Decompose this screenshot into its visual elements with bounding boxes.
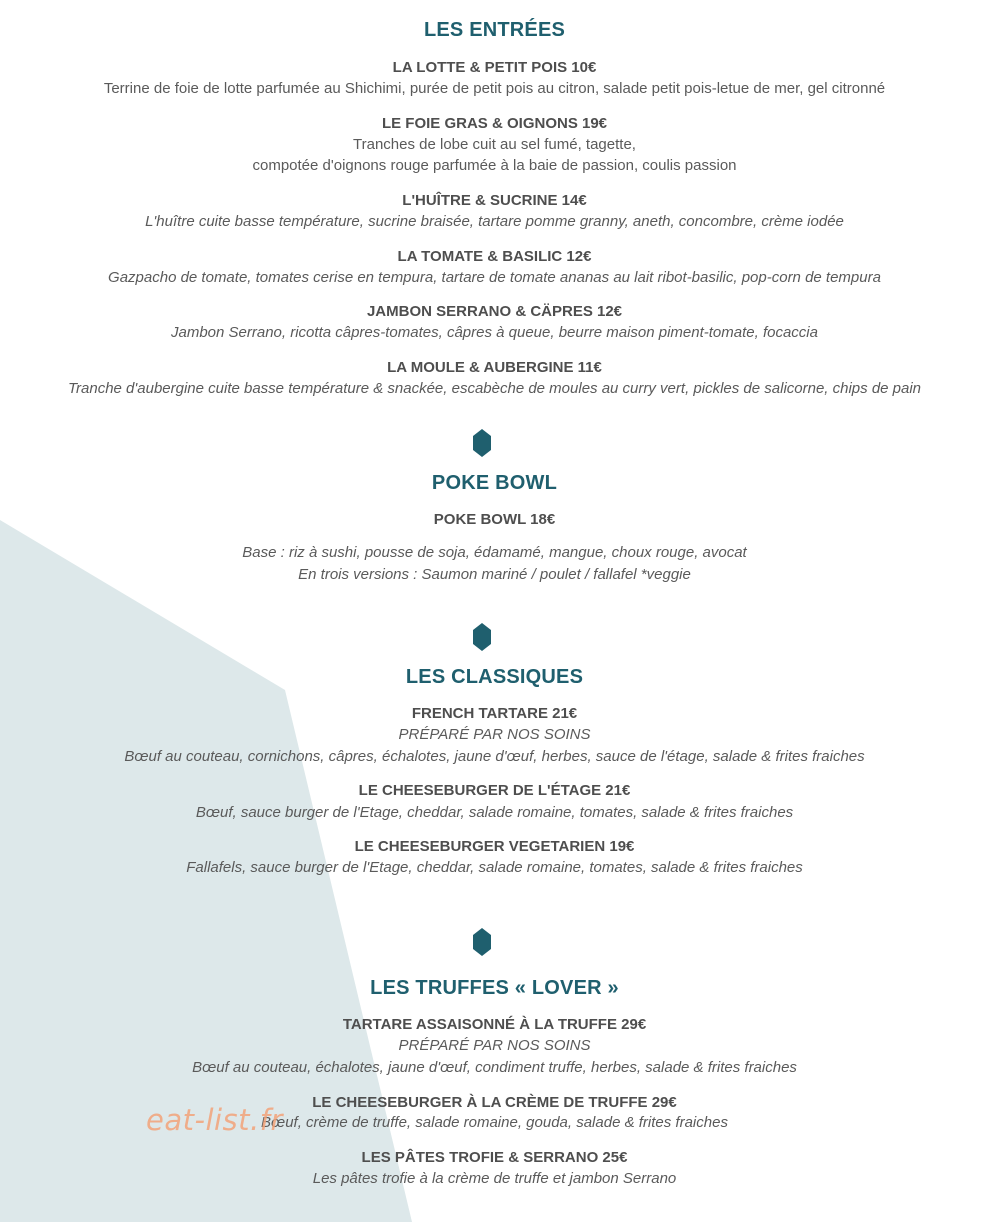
dish-description: L'huître cuite basse température, sucrine braisée, tartare pomme granny, aneth, concombre, crème iodée [145,213,844,230]
dish-description: Tranche d'aubergine cuite basse température & snackée, escabèche de moules au curry vert, pickles de salicorne, chips de pain [67,380,922,397]
hexagon-divider-icon [473,429,491,457]
dish-description: compotée d'oignons rouge parfumée à la baie de passion, coulis passion [252,157,737,174]
dish-name: LES PÂTES TROFIE & SERRANO 25€ [361,1149,628,1166]
dish-description: Bœuf au couteau, échalotes, jaune d'œuf, condiment truffe, herbes, salade & frites fraiches [192,1059,797,1076]
hexagon-divider-icon [473,623,491,651]
dish-description: Jambon Serrano, ricotta câpres-tomates, câpres à queue, beurre maison piment-tomate, focaccia [171,324,818,341]
hexagon-divider-icon [473,928,491,956]
dish-name: LE CHEESEBURGER À LA CRÈME DE TRUFFE 29€ [312,1094,677,1111]
dish-description: Les pâtes trofie à la crème de truffe et jambon Serrano [312,1170,677,1187]
dish-description: En trois versions : Saumon mariné / poulet / fallafel *veggie [298,566,691,583]
dish-name: FRENCH TARTARE 21€ [411,705,578,722]
dish-name: TARTARE ASSAISONNÉ À LA TRUFFE 29€ [342,1016,647,1033]
dish-name: LE CHEESEBURGER DE L'ÉTAGE 21€ [358,782,631,799]
dish-description: Bœuf, crème de truffe, salade romaine, gouda, salade & frites fraiches [261,1114,728,1131]
dish-name: POKE BOWL 18€ [433,511,556,528]
dish-name: JAMBON SERRANO & CÄPRES 12€ [366,303,623,320]
dish-description: Tranches de lobe cuit au sel fumé, tagette, [353,136,636,153]
section-title-entrees: LES ENTRÉES [423,19,566,41]
dish-name: L'HUÎTRE & SUCRINE 14€ [402,192,587,209]
watermark: eat-list.fr [146,1103,283,1137]
dish-description: Bœuf au couteau, cornichons, câpres, échalotes, jaune d'œuf, herbes, sauce de l'étage, salade & frites fraiches [124,748,865,765]
dish-note: PRÉPARÉ PAR NOS SOINS [398,1037,591,1054]
dish-description: Fallafels, sauce burger de l'Etage, cheddar, salade romaine, tomates, salade & frites fraiches [186,859,803,876]
section-title-classiques: LES CLASSIQUES [405,666,584,688]
dish-description: Base : riz à sushi, pousse de soja, édamamé, mangue, choux rouge, avocat [242,544,747,561]
section-title-poke-bowl: POKE BOWL [431,472,558,494]
dish-description: Gazpacho de tomate, tomates cerise en tempura, tartare de tomate ananas au lait ribot-basilic, pop-corn de tempura [108,269,881,286]
dish-name: LE CHEESEBURGER VEGETARIEN 19€ [354,838,635,855]
dish-name: LA MOULE & AUBERGINE 11€ [387,359,602,376]
section-title-truffes: LES TRUFFES « LOVER » [370,977,619,999]
dish-name: LA LOTTE & PETIT POIS 10€ [392,59,597,76]
dish-note: PRÉPARÉ PAR NOS SOINS [398,726,591,743]
dish-description: Terrine de foie de lotte parfumée au Shichimi, purée de petit pois au citron, salade petit pois-letue de mer, gel citronné [103,80,886,97]
dish-description: Bœuf, sauce burger de l'Etage, cheddar, salade romaine, tomates, salade & frites fraiches [195,804,794,821]
dish-name: LE FOIE GRAS & OIGNONS 19€ [381,115,608,132]
dish-name: LA TOMATE & BASILIC 12€ [397,248,592,265]
